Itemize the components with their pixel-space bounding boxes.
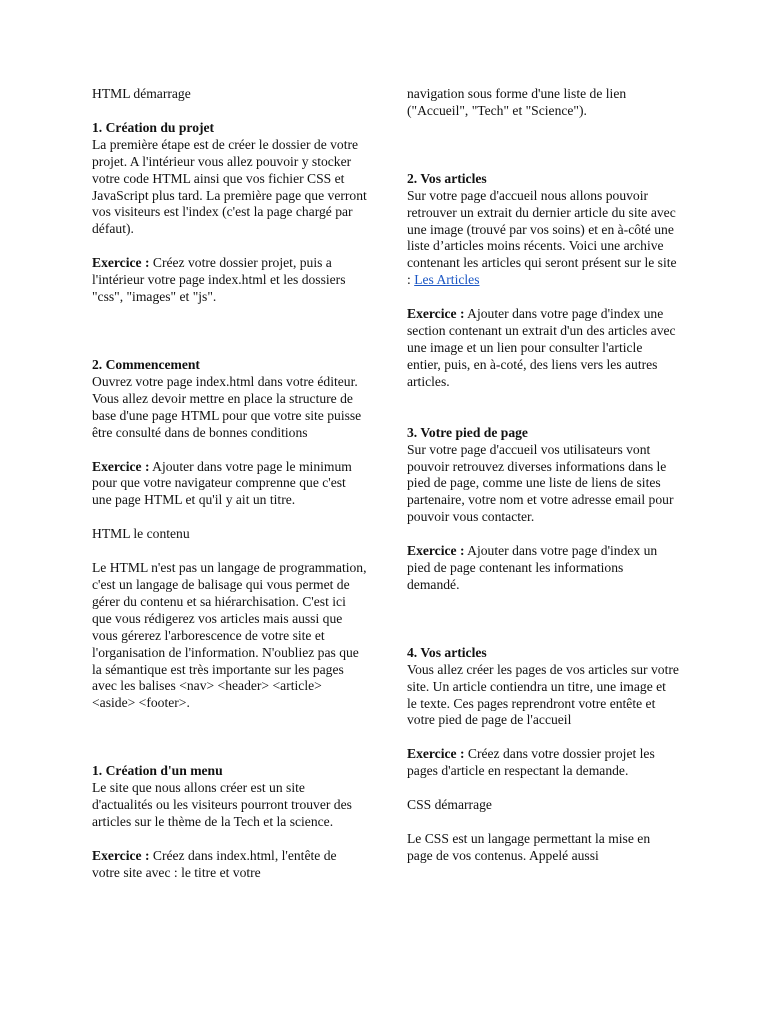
section-body: Sur votre page d'accueil vos utilisateurs vont pouvoir retrouvez diverses informations dans le pied de page, comme une liste de liens de sites partenaire, votre nom et votre adresse email pour pouvoir vous contacter.	[407, 441, 674, 525]
exercise-paragraph	[407, 746, 679, 780]
section-body: Sur votre page d'accueil nous allons pouvoir retrouver un extrait du dernier article du site avec une image (trouvé par vos soins) et en à-côté une liste d’articles moins récents. Voici une archive contenant les articles qui seront présent sur le site :	[407, 187, 677, 288]
section-commencement	[92, 357, 367, 442]
section-heading-html-demarrage: HTML démarrage	[92, 86, 191, 101]
exercise-text: Ajouter dans votre page le minimum pour que votre navigateur comprenne que c'est une page HTML et qu'il y ait un titre.	[92, 458, 352, 508]
section-creation-menu	[92, 763, 367, 831]
exercise-paragraph	[92, 255, 367, 306]
exercise-text: Créez dans votre dossier projet les pages d'article en respectant la demande.	[407, 746, 655, 779]
exercise-paragraph	[92, 459, 367, 510]
exercise-text: Ajouter dans votre page d'index un pied de page contenant les informations demandé.	[407, 543, 658, 592]
exercise-label: Exercice :	[407, 543, 465, 559]
exercise-label: Exercice :	[407, 306, 465, 322]
section-vos-articles	[407, 171, 679, 289]
section-body: Le site que nous allons créer est un site d'actualités ou les visiteurs pourront trouver des articles sur le thème de la Tech et la science.	[92, 780, 352, 829]
section-title: 3. Votre pied de page	[407, 424, 528, 440]
section-body: La première étape est de créer le dossier de votre projet. A l'intérieur vous allez pouvoir y stocker votre code HTML ainsi que vos fichier CSS et JavaScript plus tard. La première page que verront vos visiteurs est l'index (c'est la page chargé par défaut).	[92, 136, 367, 237]
section-heading-css-demarrage: CSS démarrage	[407, 797, 492, 813]
exercise-continuation: navigation sous forme d'une liste de lien ("Accueil", "Tech" et "Science").	[407, 86, 627, 118]
section-body: Ouvrez votre page index.html dans votre éditeur. Vous allez devoir mettre en place la structure de base d'une page HTML pour que votre site puisse être consulté dans de bonnes conditions	[92, 373, 362, 440]
section-body: Vous allez créer les pages de vos articles sur votre site. Un article contiendra un titre, une image et le texte. Ces pages reprendront votre entête et votre pied de page de l'accueil	[407, 661, 679, 728]
exercise-text: Ajouter dans votre page d'index une section contenant un extrait d'un des articles avec une image et un lien pour consulter l'article entier, puis, en à-coté, des liens vers les autres articles.	[407, 306, 676, 389]
section-title: 4. Vos articles	[407, 644, 487, 660]
section-title: 1. Création d'un menu	[92, 763, 223, 779]
exercise-paragraph	[407, 306, 679, 391]
section-pied-de-page	[407, 425, 679, 526]
section-title: 2. Commencement	[92, 356, 200, 372]
section-heading-html-contenu: HTML le contenu	[92, 526, 190, 542]
les-articles-link[interactable]: Les Articles	[414, 272, 480, 288]
paragraph-css: Le CSS est un langage permettant la mise en page de vos contenus. Appelé aussi	[407, 831, 651, 863]
left-column	[92, 86, 367, 882]
section-creation-projet	[92, 120, 367, 238]
section-title: 2. Vos articles	[407, 170, 487, 186]
section-title: 1. Création du projet	[92, 119, 215, 135]
right-column	[407, 86, 679, 865]
exercise-text: Créez dans index.html, l'entête de votre site avec : le titre et votre	[92, 847, 337, 880]
exercise-text: Créez votre dossier projet, puis a l'intérieur votre page index.html et les dossiers "css", "images" et "js".	[92, 255, 346, 305]
exercise-label: Exercice :	[92, 458, 150, 474]
exercise-label: Exercice :	[92, 847, 150, 863]
exercise-label: Exercice :	[407, 746, 465, 762]
exercise-label: Exercice :	[92, 255, 150, 271]
paragraph-contenu: Le HTML n'est pas un langage de programmation, c'est un langage de balisage qui vous permet de gérer du contenu et sa hiérarchisation. C'est ici que vous rédigerez vos articles mais aussi que vous gérerez l'arborescence de votre site et l'organisation de l'information. N'oubliez pas que la sémantique est très importante sur les pages avec les balises <nav> <header> <article> <aside> <footer>.	[92, 560, 367, 711]
section-vos-articles-pages	[407, 645, 679, 730]
exercise-paragraph	[92, 848, 367, 882]
exercise-paragraph	[407, 543, 679, 594]
